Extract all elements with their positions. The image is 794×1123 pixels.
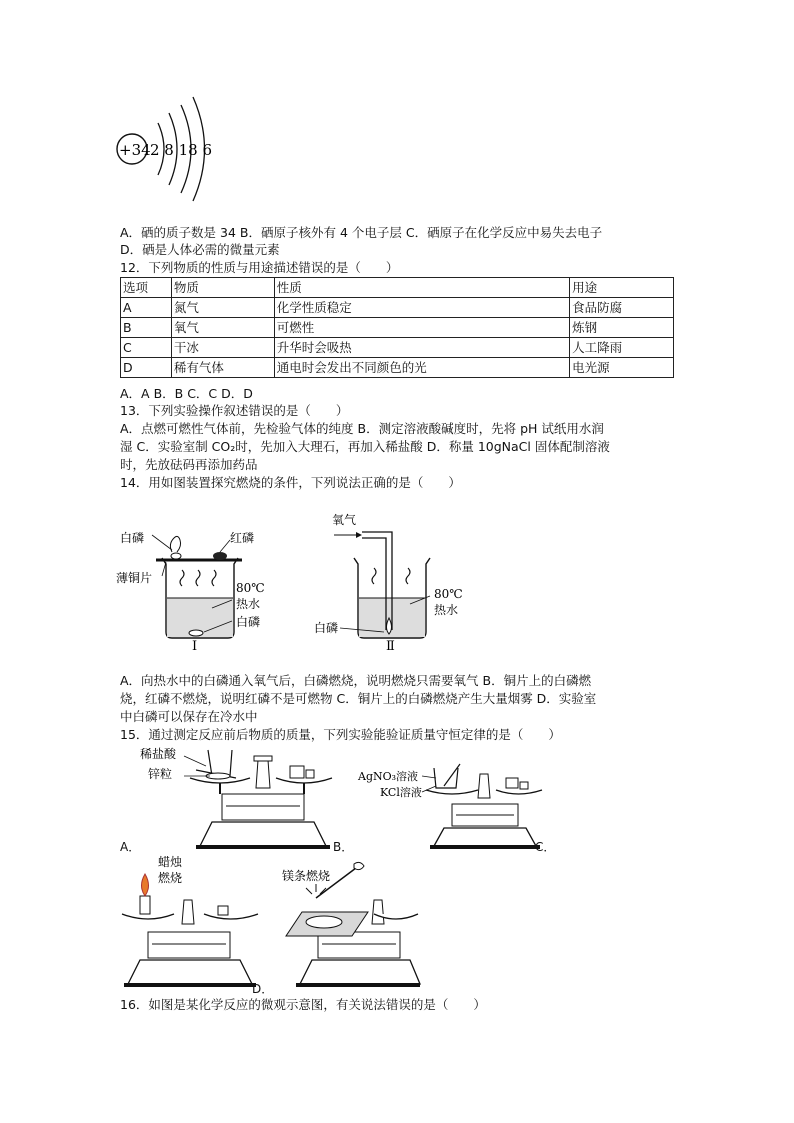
label-white-phosphorus-bottom: 白磷 [236,615,261,629]
figure-label-2: Ⅱ [386,639,395,650]
table-cell: 升华时会吸热 [274,338,569,358]
table-header-cell: 性质 [274,278,569,298]
table-cell: 氮气 [171,298,274,318]
table-cell: 人工降雨 [570,338,674,358]
table-header-row [121,278,674,298]
table-row [121,358,674,378]
q12-table [120,277,674,378]
table-cell: D [121,358,172,378]
q14-line3: 中白磷可以保存在冷水中 [120,709,258,724]
label-red-phosphorus: 红磷 [230,531,255,545]
q12-stem: 12．下列物质的性质与用途描述错误的是（ ） [120,260,399,275]
table-cell: 电光源 [570,358,674,378]
q13-line2: 湿 C．实验室制 CO₂时，先加入大理石，再加入稀盐酸 D．称量 10gNaCl 固体配制溶液 [120,439,610,454]
table-cell: 炼钢 [570,318,674,338]
q13-line1: A．点燃可燃性气体前，先检验气体的纯度 B．测定溶液酸碱度时，先将 pH 试纸用水润 [120,421,604,436]
label-oxygen: 氧气 [332,513,357,527]
table-cell: 可燃性 [274,318,569,338]
label-magnesium-burning: 镁条燃烧 [282,869,331,883]
q15-option-c: C． [535,840,556,854]
label-dilute-hcl: 稀盐酸 [140,747,177,761]
label-zinc-granules: 锌粒 [148,767,173,781]
q11-options-line1: A．硒的质子数是 34 B．硒原子核外有 4 个电子层 C．硒原子在化学反应中易失去电子 [120,225,603,240]
q14-line1: A．向热水中的白磷通入氧气后，白磷燃烧，说明燃烧只需要氧气 B．铜片上的白磷燃 [120,673,592,688]
label-white-phosphorus: 白磷 [120,531,145,545]
q14-line2: 烧，红磷不燃烧，说明红磷不是可燃物 C．铜片上的白磷燃烧产生大量烟雾 D．实验室 [120,691,597,706]
selenium-atom-diagram [112,95,242,205]
table-row [121,318,674,338]
figure-label-1: Ⅰ [192,639,198,650]
label-copper-sheet: 薄铜片 [116,571,153,585]
label-temperature-2: 80℃ [434,587,463,601]
q15-stem: 15．通过测定反应前后物质的质量，下列实验能验证质量守恒定律的是（ ） [120,727,561,742]
label-agno3-solution: AgNO₃溶液 [358,770,419,783]
label-hot-water-2: 热水 [434,603,459,617]
shell-electrons: 2 8 18 6 [150,141,213,159]
nucleus-charge: +34 [119,141,151,159]
table-header-cell: 选项 [121,278,172,298]
q12-options: A．A B．B C．C D．D [120,386,253,401]
table-cell: B [121,318,172,338]
balance-figure-c [118,852,268,988]
table-row [121,338,674,358]
q16-stem: 16．如图是某化学反应的微观示意图，有关说法错误的是（ ） [120,997,486,1012]
combustion-apparatus-2 [310,510,500,650]
q14-stem: 14．用如图装置探究燃烧的条件，下列说法正确的是（ ） [120,475,461,490]
q15-option-b: B． [333,840,354,854]
label-burning: 燃烧 [158,871,183,885]
balance-figure-d [272,852,422,988]
table-cell: A [121,298,172,318]
table-cell: 通电时会发出不同颜色的光 [274,358,569,378]
table-cell: 稀有气体 [171,358,274,378]
label-white-phosphorus-2: 白磷 [314,621,339,635]
q15-option-a: A． [120,840,141,854]
q13-stem: 13．下列实验操作叙述错误的是（ ） [120,403,349,418]
table-cell: 氧气 [171,318,274,338]
combustion-apparatus-1 [112,520,292,650]
q11-options-line2: D．硒是人体必需的微量元素 [120,242,280,257]
table-row [121,298,674,318]
label-hot-water: 热水 [236,597,261,611]
balance-figure-b [356,760,546,850]
table-cell: 食品防腐 [570,298,674,318]
table-cell: 化学性质稳定 [274,298,569,318]
table-cell: C [121,338,172,358]
q13-line3: 时，先放砝码再添加药品 [120,457,258,472]
table-cell: 干冰 [171,338,274,358]
label-candle: 蜡烛 [158,855,183,869]
label-kcl-solution: KCl溶液 [380,786,422,799]
label-temperature: 80℃ [236,581,265,595]
balance-figure-a [140,742,340,850]
table-header-cell: 物质 [171,278,274,298]
table-header-cell: 用途 [570,278,674,298]
q15-option-d: D． [252,982,274,996]
